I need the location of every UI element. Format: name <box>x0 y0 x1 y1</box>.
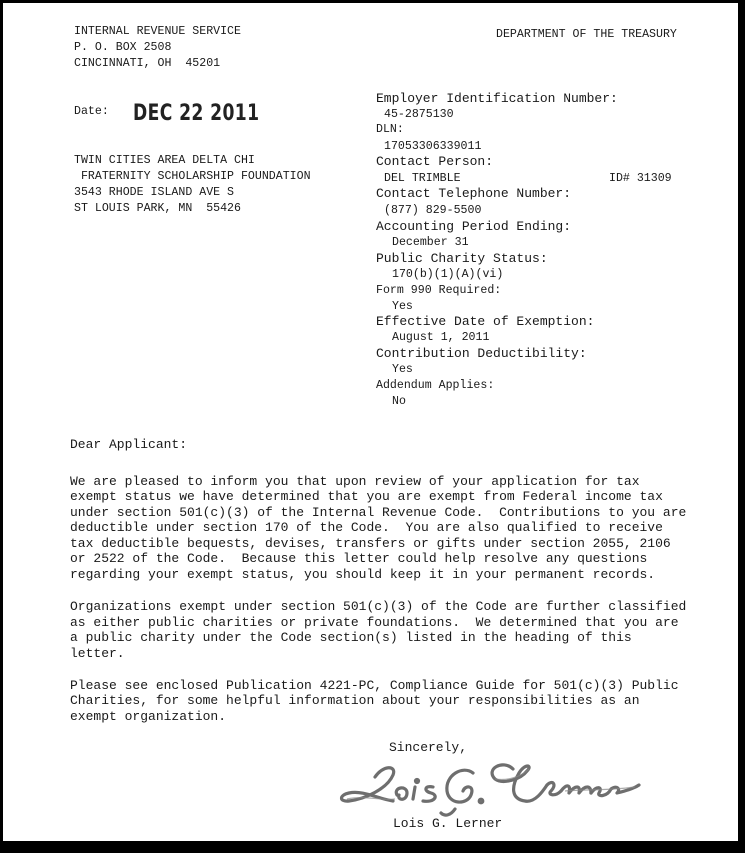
date-label: Date: <box>74 105 109 118</box>
paragraph2-line: a public charity under the Code section(s) listed in the heading of this <box>70 630 632 645</box>
recipient-line1: TWIN CITIES AREA DELTA CHI <box>74 154 255 167</box>
dln-value: 17053306339011 <box>384 140 482 153</box>
paragraph1-line: tax deductible bequests, devises, transfers or gifts under section 2055, 2106 <box>70 536 671 551</box>
paragraph1-line: or 2522 of the Code. Because this letter could help resolve any questions <box>70 551 648 566</box>
recipient-line2: FRATERNITY SCHOLARSHIP FOUNDATION <box>74 170 311 183</box>
irs-address-line3: CINCINNATI, OH 45201 <box>74 57 221 70</box>
paragraph3-line: Please see enclosed Publication 4221-PC, Compliance Guide for 501(c)(3) Public <box>70 678 679 693</box>
paragraph2-line: letter. <box>70 646 125 661</box>
form990-value: Yes <box>392 300 413 313</box>
irs-address-line2: P. O. BOX 2508 <box>74 41 172 54</box>
paragraph1-line: exempt status we have determined that you are exempt from Federal income tax <box>70 489 663 504</box>
contact-label: Contact Person: <box>376 154 494 169</box>
deductibility-value: Yes <box>392 363 413 376</box>
charity-value: 170(b)(1)(A)(vi) <box>392 268 504 281</box>
recipient-line3: 3543 RHODE ISLAND AVE S <box>74 186 235 199</box>
accounting-label: Accounting Period Ending: <box>376 219 572 234</box>
effective-label: Effective Date of Exemption: <box>376 314 595 329</box>
deductibility-label: Contribution Deductibility: <box>376 346 587 361</box>
paragraph3-line: exempt organization. <box>70 709 227 724</box>
phone-label: Contact Telephone Number: <box>376 186 572 201</box>
paragraph2-line: as either public charities or private foundations. We determined that you are <box>70 615 679 630</box>
addendum-label: Addendum Applies: <box>376 379 495 392</box>
paragraph1-line: We are pleased to inform you that upon review of your application for tax <box>70 474 640 489</box>
date-stamp: DEC 22 2011 <box>133 101 260 126</box>
form990-label: Form 990 Required: <box>376 284 502 297</box>
dln-label: DLN: <box>376 123 404 136</box>
addendum-value: No <box>392 395 406 408</box>
charity-label: Public Charity Status: <box>376 251 548 266</box>
signer-name: Lois G. Lerner <box>393 816 503 831</box>
closing: Sincerely, <box>389 740 468 755</box>
contact-value: DEL TRIMBLE <box>384 172 461 185</box>
department-heading: DEPARTMENT OF THE TREASURY <box>496 28 677 41</box>
ein-label: Employer Identification Number: <box>376 91 618 106</box>
recipient-line4: ST LOUIS PARK, MN 55426 <box>74 202 241 215</box>
paragraph1-line: under section 501(c)(3) of the Internal Revenue Code. Contributions to you are <box>70 505 687 520</box>
irs-address-line1: INTERNAL REVENUE SERVICE <box>74 25 241 38</box>
accounting-value: December 31 <box>392 236 469 249</box>
signature-image <box>335 755 645 821</box>
ein-value: 45-2875130 <box>384 108 454 121</box>
phone-value: (877) 829-5500 <box>384 204 482 217</box>
effective-value: August 1, 2011 <box>392 331 490 344</box>
contact-id: ID# 31309 <box>609 172 672 185</box>
salutation: Dear Applicant: <box>70 437 188 452</box>
paragraph3-line: Charities, for some helpful information about your responsibilities as an <box>70 693 640 708</box>
letter-page <box>3 3 738 841</box>
paragraph1-line: regarding your exempt status, you should keep it in your permanent records. <box>70 567 656 582</box>
paragraph2-line: Organizations exempt under section 501(c)(3) of the Code are further classified <box>70 599 687 614</box>
paragraph1-line: deductible under section 170 of the Code. You are also qualified to receive <box>70 520 663 535</box>
